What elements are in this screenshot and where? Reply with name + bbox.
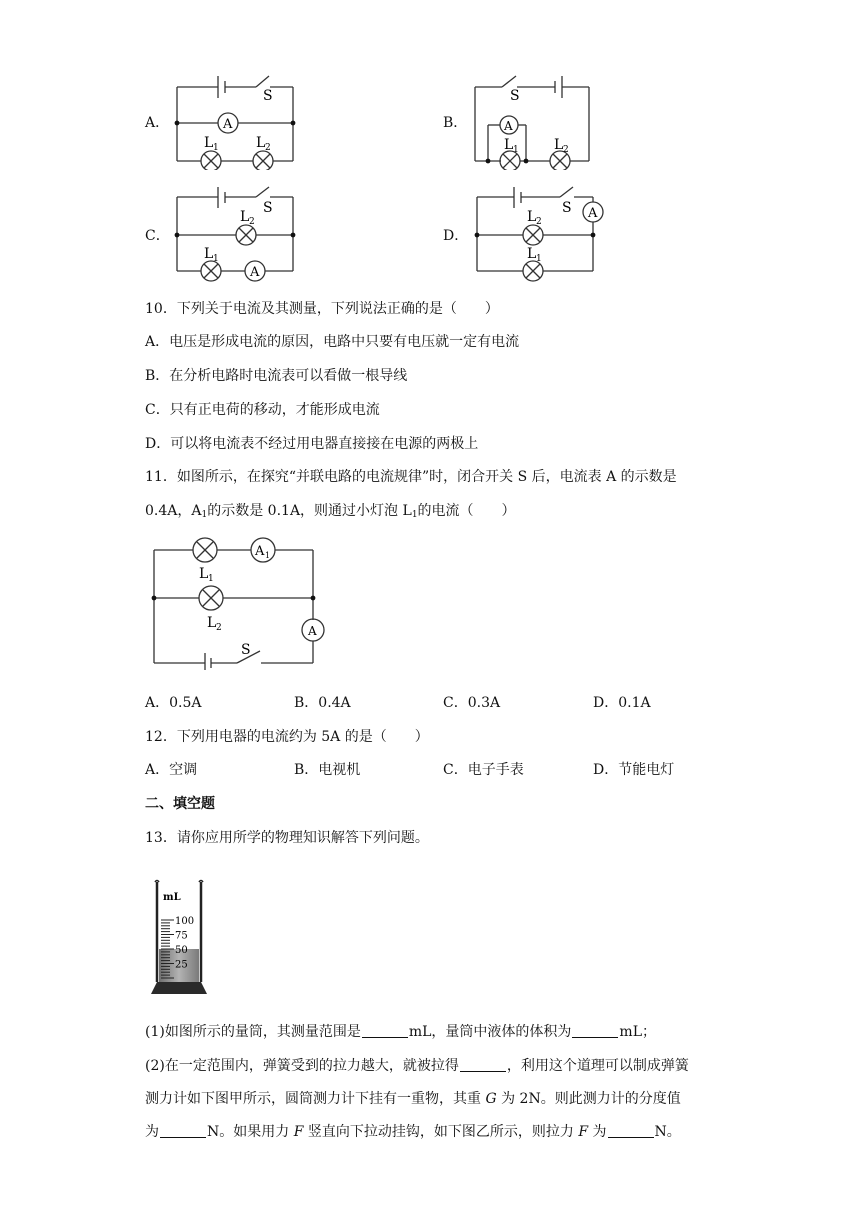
svg-text:2: 2	[563, 145, 569, 155]
svg-text:L: L	[204, 246, 214, 262]
q13-part1: (1)如图所示的量筒，其测量范围是 mL，量筒中液体的体积为 mL；	[145, 1024, 656, 1040]
svg-text:S: S	[510, 88, 520, 104]
q10-option-c: C．只有正电荷的移动，才能形成电流	[145, 402, 380, 418]
ammeter-label: A	[223, 117, 233, 132]
q11-option-a: A．0.5A	[145, 695, 202, 711]
svg-text:A: A	[250, 265, 260, 280]
q12-option-b: B．电视机	[294, 762, 361, 778]
cylinder-tick-label: 25	[175, 959, 188, 971]
svg-text:1: 1	[265, 551, 271, 560]
svg-text:1: 1	[213, 254, 219, 264]
q11-option-c: C．0.3A	[443, 695, 501, 711]
blank-volume[interactable]	[572, 1023, 618, 1038]
svg-text:A: A	[504, 119, 513, 133]
svg-text:1: 1	[213, 143, 219, 153]
option-label-c: C．	[145, 228, 170, 244]
blank-range[interactable]	[362, 1023, 408, 1038]
q12-option-c: C．电子手表	[443, 762, 524, 778]
circuit-diagram-b	[468, 70, 598, 170]
svg-text:L: L	[240, 209, 250, 225]
lamp1-label: L	[204, 135, 214, 151]
svg-text:2: 2	[536, 217, 542, 227]
q11-option-d: D．0.1A	[593, 695, 651, 711]
q13-part2-line1: (2)在一定范围内，弹簧受到的拉力越大，就被拉得 ，利用这个道理可以制成弹簧	[145, 1058, 689, 1074]
svg-text:A: A	[588, 206, 598, 221]
q13-stem: 13．请你应用所学的物理知识解答下列问题。	[145, 830, 429, 846]
q13-part2-line2: 测力计如下图甲所示，圆筒测力计下挂有一重物，其重 G 为 2N。则此测力计的分度值	[145, 1091, 681, 1107]
cylinder-unit: mL	[163, 892, 181, 903]
svg-text:1: 1	[208, 574, 214, 584]
section-heading: 二、填空题	[145, 796, 215, 812]
q10-stem: 10．下列关于电流及其测量，下列说法正确的是（ ）	[145, 301, 499, 317]
q13-part2-line3: 为 N。如果用力 F 竖直向下拉动挂钩，如下图乙所示，则拉力 F 为 N。	[145, 1124, 681, 1140]
q11-option-b: B．0.4A	[294, 695, 351, 711]
svg-text:L: L	[527, 246, 537, 262]
circuit-diagram-d	[470, 184, 610, 284]
option-label-a: A．	[145, 115, 170, 131]
ammeter1-label: A	[255, 544, 265, 559]
cylinder-tick-label: 100	[175, 916, 195, 927]
q10-option-d: D．可以将电流表不经过用电器直接接在电源的两极上	[145, 436, 479, 452]
q12-option-a: A．空调	[145, 762, 198, 778]
blank-division[interactable]	[160, 1123, 206, 1138]
svg-text:2: 2	[216, 623, 222, 633]
circuit-diagram-a	[170, 70, 310, 170]
q12-stem: 12．下列用电器的电流约为 5A 的是（ ）	[145, 729, 429, 745]
q12-option-d: D．节能电灯	[593, 762, 675, 778]
svg-text:1: 1	[536, 254, 542, 264]
svg-text:2: 2	[265, 143, 271, 153]
cylinder-tick-label: 75	[175, 930, 188, 942]
cylinder-tick-label: 50	[175, 945, 188, 956]
svg-text:S: S	[241, 642, 251, 658]
option-label-d: D．	[443, 228, 469, 244]
svg-text:L: L	[199, 566, 209, 582]
q11-stem-line1: 11．如图所示，在探究“并联电路的电流规律”时，闭合开关 S 后，电流表 A 的示数是	[145, 469, 677, 485]
q10-option-b: B．在分析电路时电流表可以看做一根导线	[145, 368, 408, 384]
svg-text:1: 1	[513, 145, 519, 155]
circuit-diagram-c	[170, 184, 310, 284]
q10-option-a: A．电压是形成电流的原因，电路中只要有电压就一定有电流	[145, 334, 520, 350]
svg-text:A: A	[308, 624, 317, 638]
blank-force[interactable]	[608, 1123, 654, 1138]
q11-circuit-diagram	[145, 530, 335, 670]
blank-stretch[interactable]	[460, 1057, 506, 1072]
switch-label: S	[263, 88, 273, 104]
svg-text:L: L	[504, 137, 514, 153]
measuring-cylinder	[148, 876, 210, 998]
svg-text:L: L	[554, 137, 564, 153]
svg-text:L: L	[207, 615, 217, 631]
svg-text:L: L	[527, 209, 537, 225]
lamp2-label: L	[256, 135, 266, 151]
option-label-b: B．	[443, 115, 468, 131]
svg-text:S: S	[263, 200, 273, 216]
svg-text:S: S	[562, 200, 572, 216]
q11-stem-line2: 0.4A，$A_1$的示数是 0.1A，则通过小灯泡 $L_1$的电流（ ）	[145, 503, 516, 520]
svg-text:2: 2	[249, 217, 255, 227]
